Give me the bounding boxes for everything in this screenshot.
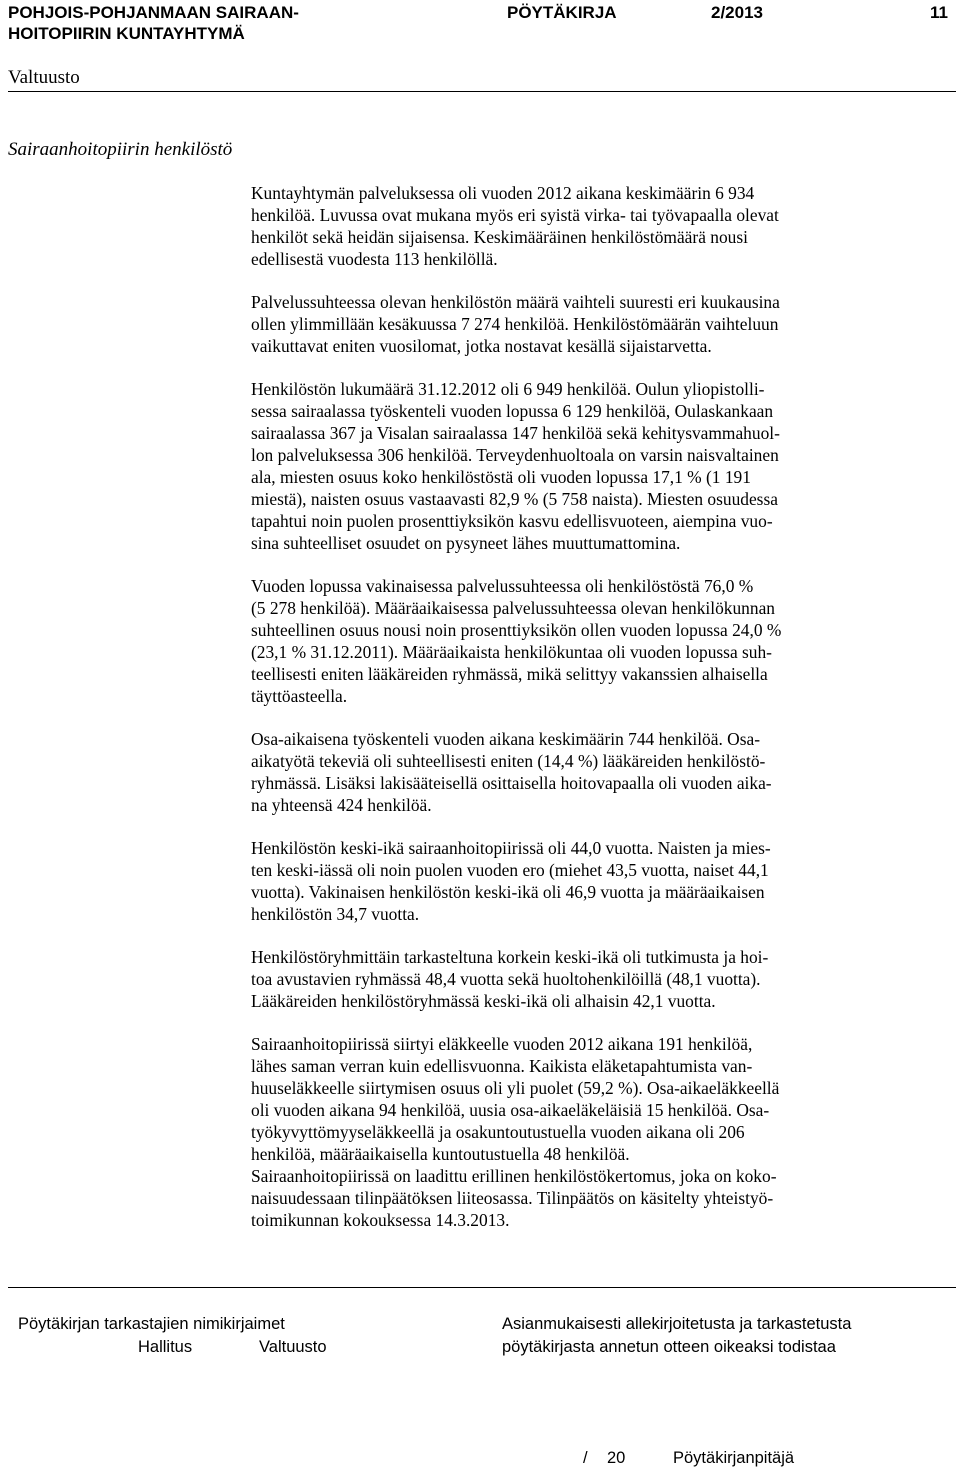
text-line: lon palveluksessa 306 henkilöä. Terveydenhuoltoala on varsin naisvaltainen	[251, 445, 779, 465]
reviewer-initials-label: Pöytäkirjan tarkastajien nimikirjaimet	[18, 1315, 285, 1333]
text-line: henkilöt sekä heidän sijaisensa. Keskimääräinen henkilöstömäärä nousi	[251, 227, 748, 247]
text-line: sairaalassa 367 ja Visalan sairaalassa 147 henkilöä sekä kehitysvammahuol-	[251, 423, 780, 443]
text-line: edellisestä vuodesta 113 henkilöllä.	[251, 249, 498, 269]
text-line: suhteellinen osuus nousi noin prosenttiyksikön ollen vuoden lopussa 24,0 %	[251, 620, 782, 640]
document-body	[251, 182, 943, 1252]
organization-name	[8, 2, 299, 44]
footer-divider	[8, 1287, 956, 1288]
paragraph-8	[251, 1033, 943, 1165]
text-line: Vuoden lopussa vakinaisessa palvelussuhteessa oli henkilöstöstä 76,0 %	[251, 576, 754, 596]
text-line: (23,1 % 31.12.2011). Määräaikaista henkilökuntaa oli vuoden lopussa suh-	[251, 642, 772, 662]
text-line: Sairaanhoitopiirissä on laadittu erillinen henkilöstökertomus, joka on koko-	[251, 1166, 777, 1186]
paragraph-1	[251, 182, 943, 270]
minute-keeper-label: Pöytäkirjanpitäjä	[673, 1449, 795, 1467]
text-line: Palvelussuhteessa olevan henkilöstön määrä vaihteli suuresti eri kuukausina	[251, 292, 780, 312]
organization-name-line-1: POHJOIS-POHJANMAAN SAIRAAN-	[8, 3, 299, 22]
text-line: Henkilöstöryhmittäin tarkasteltuna korkein keski-ikä oli tutkimusta ja hoi-	[251, 947, 769, 967]
text-line: Osa-aikaisena työskenteli vuoden aikana keskimäärin 744 henkilöä. Osa-	[251, 729, 760, 749]
meeting-body: Valtuusto	[8, 67, 80, 88]
text-line: toa avustavien ryhmässä 48,4 vuotta sekä huoltohenkilöillä (48,1 vuotta).	[251, 969, 761, 989]
text-line: henkilöä, määräaikaisella kuntoutustuella 48 henkilöä.	[251, 1144, 630, 1164]
text-line: ollen ylimmillään kesäkuussa 7 274 henkilöä. Henkilöstömäärän vaihteluun	[251, 314, 779, 334]
text-line: tapahtui noin puolen prosenttiyksikön kasvu edellisvuoteen, aiempina vuo-	[251, 511, 773, 531]
text-line: sessa sairaalassa työskenteli vuoden lopussa 6 129 henkilöä, Oulaskankaan	[251, 401, 774, 421]
text-line: aikatyötä tekeviä oli suhteellisesti eniten (14,4 %) lääkäreiden henkilöstö-	[251, 751, 766, 771]
text-line: vuotta). Vakinaisen henkilöstön keski-ikä oli 46,9 vuotta ja määräaikaisen	[251, 882, 765, 902]
text-line: täyttöasteella.	[251, 686, 348, 706]
text-line: naisuudessaan tilinpäätöksen liiteosassa. Tilinpäätös on käsitelty yhteistyö-	[251, 1188, 774, 1208]
date-year: 20	[607, 1449, 626, 1467]
text-line: oli vuoden aikana 94 henkilöä, uusia osa-aikaeläkeläisiä 15 henkilöä. Osa-	[251, 1100, 770, 1120]
text-line: lähes saman verran kuin edellisvuonna. Kaikista eläketapahtumista van-	[251, 1056, 753, 1076]
text-line: teellisesti eniten lääkäreiden ryhmässä, mikä selittyy vakanssien alhaisella	[251, 664, 768, 684]
certification-line-1: Asianmukaisesti allekirjoitetusta ja tarkastetusta	[502, 1315, 852, 1333]
text-line: toimikunnan kokouksessa 14.3.2013.	[251, 1210, 510, 1230]
text-line: vaikuttavat eniten vuosilomat, jotka nostavat kesällä sijaistarvetta.	[251, 336, 712, 356]
page-number: 11	[930, 3, 948, 22]
paragraph-3	[251, 378, 943, 554]
text-line: huuseläkkeelle siirtymisen osuus oli yli puolet (59,2 %). Osa-aikaeläkkeellä	[251, 1078, 780, 1098]
text-line: Henkilöstön lukumäärä 31.12.2012 oli 6 949 henkilöä. Oulun yliopistolli-	[251, 379, 765, 399]
date-separator: /	[583, 1449, 588, 1467]
text-line: ten keski-iässä oli noin puolen vuoden ero (miehet 43,5 vuotta, naiset 44,1	[251, 860, 769, 880]
document-type: PÖYTÄKIRJA	[507, 3, 617, 22]
text-line: miestä), naisten osuus vastaavasti 82,9 % (5 758 naista). Miesten osuudessa	[251, 489, 778, 509]
paragraph-5	[251, 728, 943, 816]
text-line: henkilöä. Luvussa ovat mukana myös eri syistä virka- tai työvapaalla olevat	[251, 205, 779, 225]
text-line: sina suhteelliset osuudet on pysyneet lähes muuttumattomina.	[251, 533, 681, 553]
text-line: henkilöstön 34,7 vuotta.	[251, 904, 420, 924]
document-number: 2/2013	[711, 3, 763, 22]
header-divider	[8, 91, 956, 92]
paragraph-2	[251, 291, 943, 357]
initials-column-valtuusto: Valtuusto	[259, 1338, 327, 1356]
paragraph-9	[251, 1165, 943, 1231]
text-line: Kuntayhtymän palveluksessa oli vuoden 2012 aikana keskimäärin 6 934	[251, 183, 755, 203]
organization-name-line-2: HOITOPIIRIN KUNTAYHTYMÄ	[8, 24, 245, 43]
certification-line-2: pöytäkirjasta annetun otteen oikeaksi todistaa	[502, 1338, 836, 1356]
section-title: Sairaanhoitopiirin henkilöstö	[8, 139, 233, 160]
text-line: na yhteensä 424 henkilöä.	[251, 795, 432, 815]
initials-column-hallitus: Hallitus	[138, 1338, 193, 1356]
text-line: (5 278 henkilöä). Määräaikaisessa palvelussuhteessa olevan henkilökunnan	[251, 598, 775, 618]
text-line: Lääkäreiden henkilöstöryhmässä keski-ikä oli alhaisin 42,1 vuotta.	[251, 991, 716, 1011]
paragraph-4	[251, 575, 943, 707]
paragraph-6	[251, 837, 943, 925]
text-line: ala, miesten osuus koko henkilöstöstä oli vuoden lopussa 17,1 % (1 191	[251, 467, 751, 487]
text-line: Sairaanhoitopiirissä siirtyi eläkkeelle vuoden 2012 aikana 191 henkilöä,	[251, 1034, 753, 1054]
text-line: työkyvyttömyyseläkkeellä ja osakuntoutustuella vuoden aikana oli 206	[251, 1122, 745, 1142]
text-line: ryhmässä. Lisäksi lakisääteisellä osittaisella hoitovapaalla oli vuoden aika-	[251, 773, 772, 793]
paragraph-7	[251, 946, 943, 1012]
text-line: Henkilöstön keski-ikä sairaanhoitopiirissä oli 44,0 vuotta. Naisten ja mies-	[251, 838, 771, 858]
